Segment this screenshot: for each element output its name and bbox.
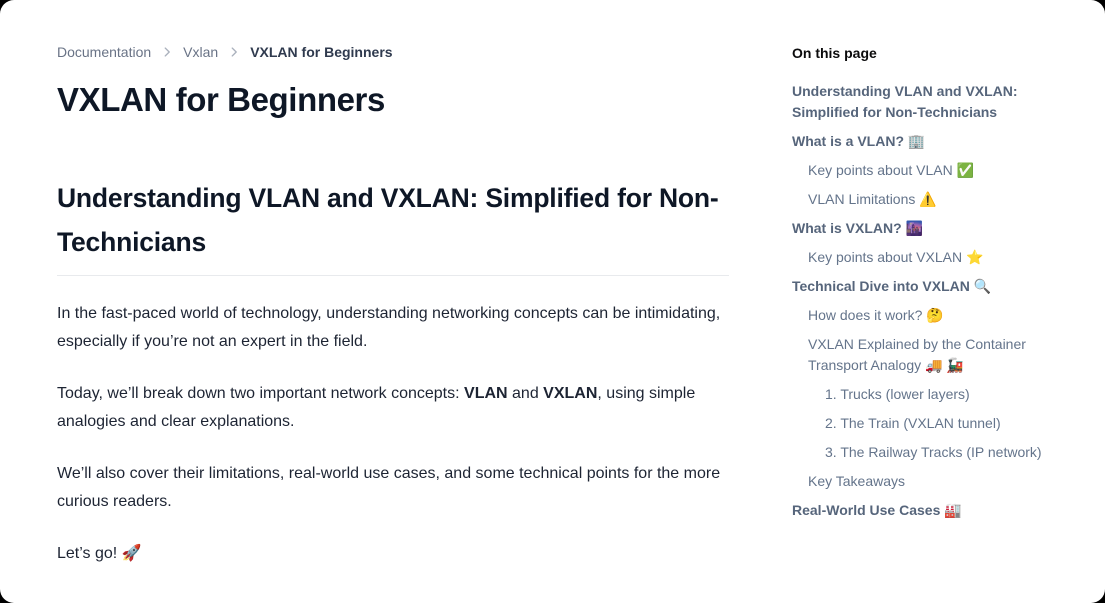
toc bbox=[792, 45, 1048, 529]
toc-item-container-transport-analogy[interactable]: VXLAN Explained by the Container Transport Analogy 🚚 🚂 bbox=[808, 336, 1026, 373]
toc-item-railway-tracks-ip-network[interactable]: 3. The Railway Tracks (IP network) bbox=[825, 444, 1042, 460]
toc-item-key-takeaways[interactable]: Key Takeaways bbox=[808, 473, 906, 489]
paragraph-4: Let’s go! 🚀 bbox=[57, 544, 142, 562]
toc-item-what-is-vxlan[interactable]: What is VXLAN? 🌆 bbox=[792, 220, 923, 236]
toc-item-what-is-a-vlan[interactable]: What is a VLAN? 🏢 bbox=[792, 133, 926, 149]
toc-item-key-points-about-vxlan[interactable]: Key points about VXLAN ⭐ bbox=[808, 249, 984, 265]
paragraph-2-text: and bbox=[507, 384, 544, 402]
breadcrumb-item-vxlan[interactable]: Vxlan bbox=[183, 44, 219, 60]
toc-item-understanding-vlan-vxlan[interactable]: Understanding VLAN and VXLAN: Simplified for Non-Technicians bbox=[792, 83, 1018, 120]
page-title: VXLAN for Beginners bbox=[57, 81, 385, 118]
breadcrumb bbox=[57, 44, 729, 60]
chevron-right-icon bbox=[160, 45, 174, 59]
paragraph-2 bbox=[57, 380, 729, 436]
toc-item-key-points-about-vlan[interactable]: Key points about VLAN ✅ bbox=[808, 162, 975, 178]
chevron-right-icon bbox=[227, 45, 241, 59]
toc-item-the-train-vxlan-tunnel[interactable]: 2. The Train (VXLAN tunnel) bbox=[825, 415, 1001, 431]
paragraph-1: In the fast-paced world of technology, understanding networking concepts can be intimidating, especially if you’re not an expert in the field. bbox=[57, 304, 721, 350]
breadcrumb-item-current[interactable]: VXLAN for Beginners bbox=[250, 44, 393, 60]
toc-item-how-does-it-work[interactable]: How does it work? 🤔 bbox=[808, 307, 944, 323]
paragraph-2-text: , using simple analogies and clear explanations. bbox=[57, 384, 696, 430]
toc-item-trucks-lower-layers[interactable]: 1. Trucks (lower layers) bbox=[825, 386, 970, 402]
section-heading: Understanding VLAN and VXLAN: Simplified for Non-Technicians bbox=[57, 182, 719, 257]
toc-title: On this page bbox=[792, 45, 877, 61]
paragraph-3: We’ll also cover their limitations, real-world use cases, and some technical points for the more curious readers. bbox=[57, 464, 721, 510]
toc-item-real-world-use-cases[interactable]: Real-World Use Cases 🏭 bbox=[792, 502, 962, 518]
article bbox=[57, 44, 729, 568]
toc-item-vlan-limitations[interactable]: VLAN Limitations ⚠️ bbox=[808, 191, 937, 207]
breadcrumb-item-documentation[interactable]: Documentation bbox=[57, 44, 152, 60]
paragraph-2-text: Today, we’ll break down two important network concepts: bbox=[57, 384, 465, 402]
section-divider bbox=[57, 275, 729, 276]
bold-term-vlan: VLAN bbox=[464, 384, 508, 402]
toc-item-technical-dive-into-vxlan[interactable]: Technical Dive into VXLAN 🔍 bbox=[792, 278, 992, 294]
bold-term-vxlan: VXLAN bbox=[543, 384, 598, 402]
